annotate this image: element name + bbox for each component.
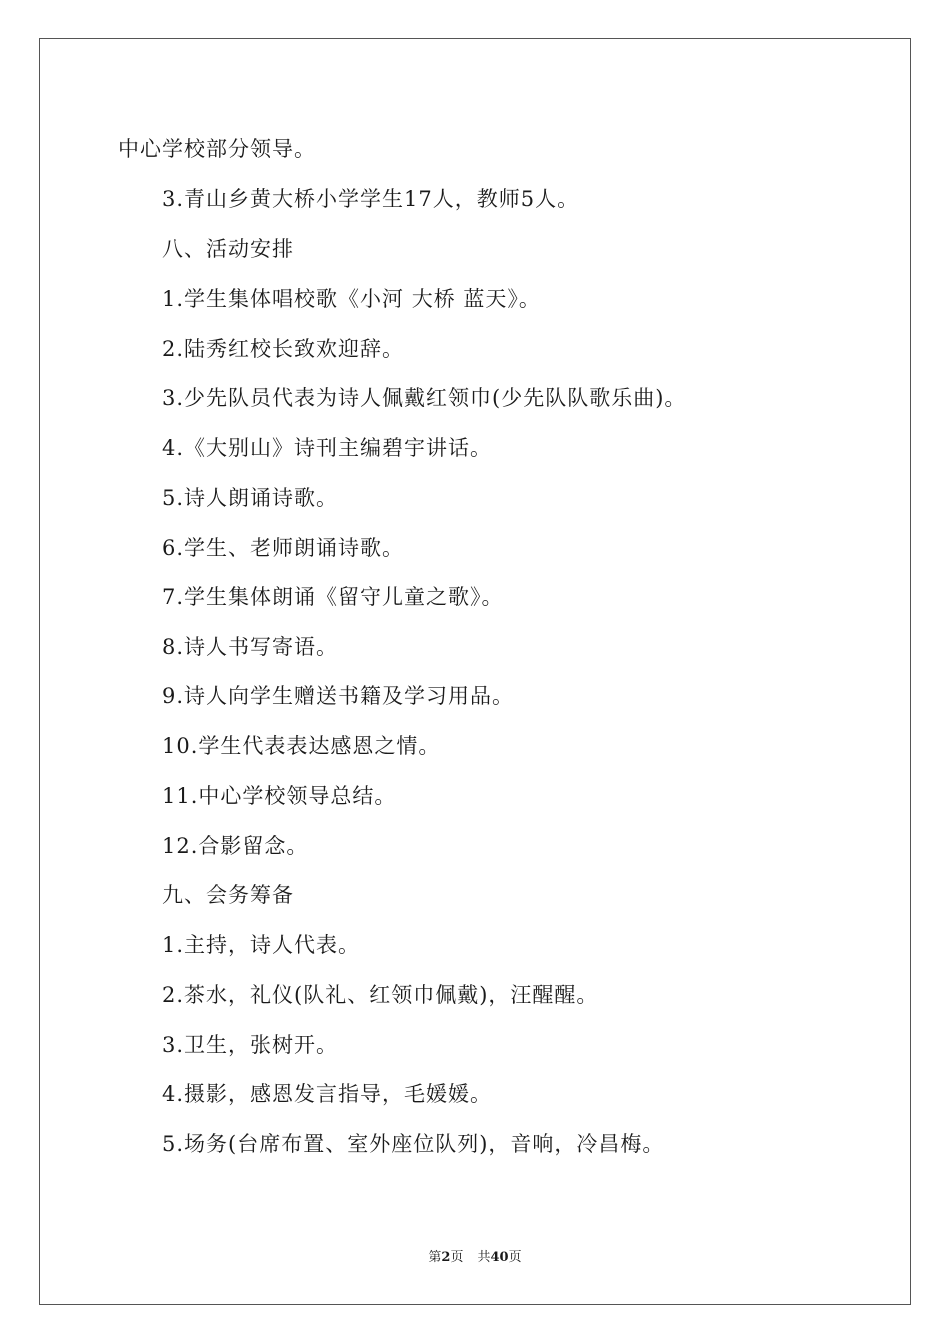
page-border — [39, 38, 911, 1305]
list-item: 9.诗人向学生赠送书籍及学习用品。 — [162, 684, 515, 708]
list-item: 5.诗人朗诵诗歌。 — [162, 486, 339, 510]
list-item: 3.卫生，张树开。 — [162, 1033, 339, 1057]
list-item: 8.诗人书写寄语。 — [162, 635, 339, 659]
section-heading: 八、活动安排 — [162, 237, 294, 261]
total-prefix: 共 — [477, 1250, 491, 1265]
list-item: 3.少先队员代表为诗人佩戴红领巾(少先队队歌乐曲)。 — [162, 386, 687, 410]
list-item: 1.主持，诗人代表。 — [162, 933, 361, 957]
page-suffix: 页 — [450, 1250, 464, 1265]
total-pages: 40 — [490, 1250, 509, 1265]
list-item: 11.中心学校领导总结。 — [162, 784, 397, 808]
list-item: 3.青山乡黄大桥小学学生17人，教师5人。 — [162, 187, 580, 211]
list-item: 5.场务(台席布置、室外座位队列)，音响，冷昌梅。 — [162, 1132, 665, 1156]
total-suffix: 页 — [508, 1250, 522, 1265]
text-line: 中心学校部分领导。 — [118, 137, 316, 161]
list-item: 1.学生集体唱校歌《小河 大桥 蓝天》。 — [162, 287, 541, 311]
list-item: 12.合影留念。 — [162, 834, 309, 858]
list-item: 4.《大别山》诗刊主编碧宇讲话。 — [162, 436, 493, 460]
list-item: 2.茶水，礼仪(队礼、红领巾佩戴)，汪醒醒。 — [162, 983, 599, 1007]
page-number: 2 — [441, 1250, 451, 1265]
list-item: 7.学生集体朗诵《留守儿童之歌》。 — [162, 585, 504, 609]
list-item: 6.学生、老师朗诵诗歌。 — [162, 536, 405, 560]
section-heading: 九、会务筹备 — [162, 883, 294, 907]
list-item: 4.摄影，感恩发言指导，毛媛媛。 — [162, 1082, 493, 1106]
page-footer — [0, 1249, 950, 1267]
page-prefix: 第 — [428, 1250, 442, 1265]
list-item: 10.学生代表表达感恩之情。 — [162, 734, 441, 758]
list-item: 2.陆秀红校长致欢迎辞。 — [162, 337, 405, 361]
